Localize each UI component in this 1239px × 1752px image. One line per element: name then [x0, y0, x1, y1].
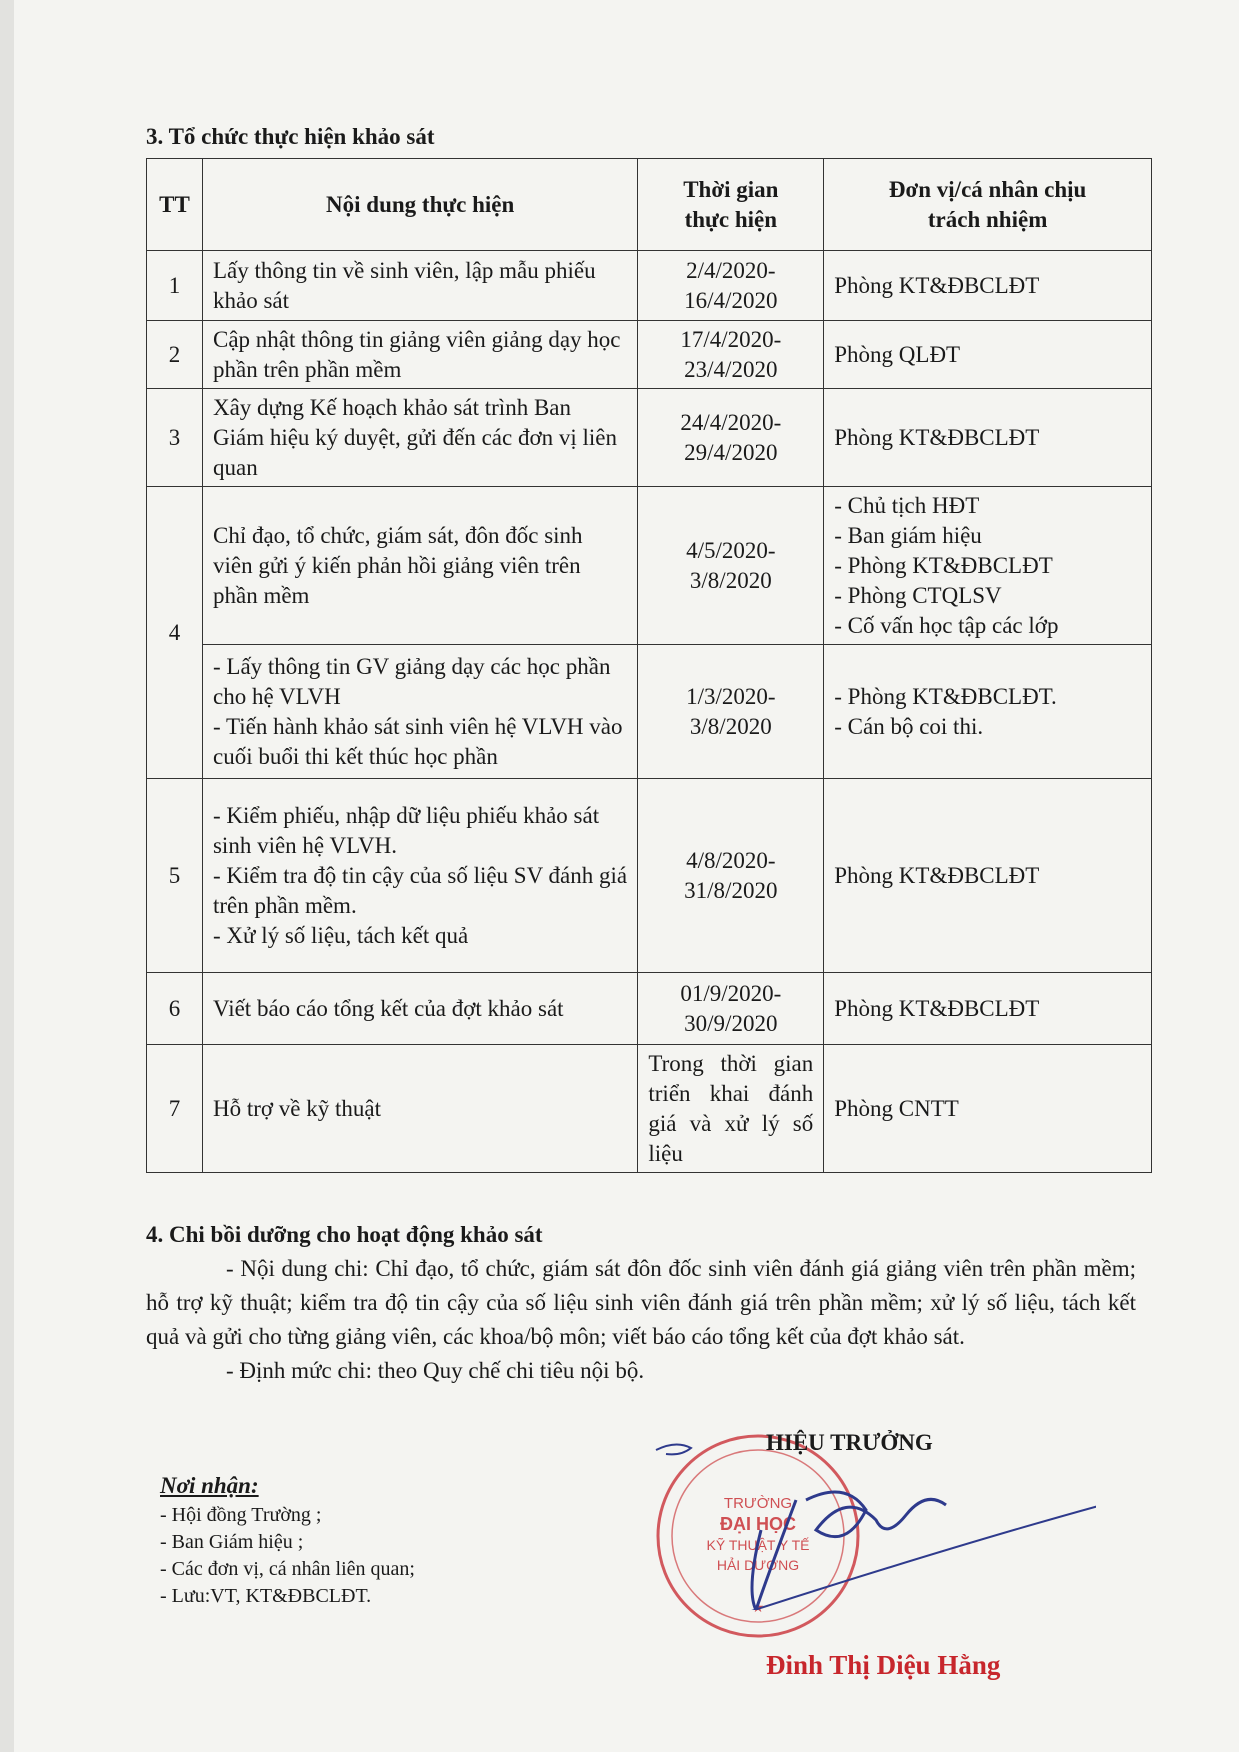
survey-plan-table	[146, 158, 1152, 1173]
row-content: Viết báo cáo tổng kết của đợt khảo sát	[202, 973, 637, 1045]
row-unit: Phòng KT&ĐBCLĐT	[824, 779, 1152, 973]
row-unit: - Chủ tịch HĐT - Ban giám hiệu - Phòng KT&ĐBCLĐT - Phòng CTQLSV - Cố vấn học tập các lớp	[824, 487, 1152, 645]
header-time: Thời gian thực hiện	[638, 159, 824, 251]
row-number: 4	[147, 487, 203, 779]
row-content: Cập nhật thông tin giảng viên giảng dạy học phần trên phần mềm	[202, 321, 637, 389]
header-unit: Đơn vị/cá nhân chịu trách nhiệm	[824, 159, 1152, 251]
signer-title: HIỆU TRƯỞNG	[766, 1430, 933, 1455]
row-time: Trong thời gian triển khai đánh giá và xử lý số liệu	[638, 1045, 824, 1173]
recipients-block	[160, 1470, 415, 1610]
row-number: 2	[147, 321, 203, 389]
stamp-star: ★	[751, 1601, 765, 1616]
table-row	[147, 389, 1152, 487]
row-content: Lấy thông tin về sinh viên, lập mẫu phiếu khảo sát	[202, 251, 637, 321]
section-4-title: 4. Chi bồi dưỡng cho hoạt động khảo sát	[146, 1222, 543, 1247]
row-unit: Phòng CNTT	[824, 1045, 1152, 1173]
recipient-item: - Các đơn vị, cá nhân liên quan;	[160, 1558, 415, 1580]
row-time: 4/8/2020- 31/8/2020	[638, 779, 824, 973]
stamp-line: TRƯỜNG	[723, 1495, 793, 1512]
row-content: - Kiểm phiếu, nhập dữ liệu phiếu khảo sát sinh viên hệ VLVH. - Kiểm tra độ tin cậy của số liệu SV đánh giá trên phần mềm. - Xử lý số liệu, tách kết quả	[202, 779, 637, 973]
row-time: 1/3/2020- 3/8/2020	[638, 645, 824, 779]
row-number: 7	[147, 1045, 203, 1173]
row-content: Hỗ trợ về kỹ thuật	[202, 1045, 637, 1173]
recipient-item: - Hội đồng Trường ;	[160, 1504, 322, 1526]
header-content: Nội dung thực hiện	[202, 159, 637, 251]
table-row	[147, 973, 1152, 1045]
table-row	[147, 321, 1152, 389]
row-unit: Phòng QLĐT	[824, 321, 1152, 389]
row-time: 24/4/2020- 29/4/2020	[638, 389, 824, 487]
recipients-label: Nơi nhận:	[160, 1473, 259, 1498]
header-tt: TT	[147, 159, 203, 251]
section-4	[146, 1218, 1136, 1388]
expense-content-paragraph: - Nội dung chi: Chỉ đạo, tổ chức, giám sát đôn đốc sinh viên đánh giá giảng viên trên phần mềm; hỗ trợ kỹ thuật; kiểm tra độ tin cậy của số liệu sinh viên đánh giá trên phần mềm; xử lý số liệu, tách kết quả và gửi cho từng giảng viên, các khoa/bộ môn; viết báo cáo tổng kết của đợt khảo sát.	[146, 1256, 1136, 1349]
table-row	[147, 251, 1152, 321]
row-number: 6	[147, 973, 203, 1045]
row-unit: Phòng KT&ĐBCLĐT	[824, 973, 1152, 1045]
row-time: 17/4/2020- 23/4/2020	[638, 321, 824, 389]
recipient-item: - Ban Giám hiệu ;	[160, 1531, 304, 1553]
table-row	[147, 1045, 1152, 1173]
row-content: Xây dựng Kế hoạch khảo sát trình Ban Giám hiệu ký duyệt, gửi đến các đơn vị liên quan	[202, 389, 637, 487]
expense-norm-paragraph: - Định mức chi: theo Quy chế chi tiêu nội bộ.	[226, 1358, 645, 1383]
table-row	[147, 779, 1152, 973]
row-number: 5	[147, 779, 203, 973]
section-3-title: 3. Tổ chức thực hiện khảo sát	[146, 124, 435, 149]
stamp-line: KỸ THUẬT Y TẾ	[706, 1537, 810, 1553]
row-unit: Phòng KT&ĐBCLĐT	[824, 389, 1152, 487]
recipient-item: - Lưu:VT, KT&ĐBCLĐT.	[160, 1585, 372, 1607]
row-content: Chỉ đạo, tổ chức, giám sát, đôn đốc sinh viên gửi ý kiến phản hồi giảng viên trên phần mềm	[202, 487, 637, 645]
row-time: 2/4/2020- 16/4/2020	[638, 251, 824, 321]
table-row	[147, 487, 1152, 645]
scan-edge	[0, 0, 14, 1752]
stamp-line: ĐẠI HỌC	[720, 1514, 796, 1534]
row-number: 1	[147, 251, 203, 321]
row-time: 4/5/2020- 3/8/2020	[638, 487, 824, 645]
table-header-row	[147, 159, 1152, 251]
row-content: - Lấy thông tin GV giảng dạy các học phần cho hệ VLVH - Tiến hành khảo sát sinh viên hệ VLVH vào cuối buổi thi kết thúc học phần	[202, 645, 637, 779]
row-unit: - Phòng KT&ĐBCLĐT. - Cán bộ coi thi.	[824, 645, 1152, 779]
row-number: 3	[147, 389, 203, 487]
row-time: 01/9/2020- 30/9/2020	[638, 973, 824, 1045]
stamp-line: HẢI DƯƠNG	[716, 1557, 800, 1573]
signer-name: Đinh Thị Diệu Hằng	[766, 1650, 1001, 1680]
row-unit: Phòng KT&ĐBCLĐT	[824, 251, 1152, 321]
table-row	[147, 645, 1152, 779]
